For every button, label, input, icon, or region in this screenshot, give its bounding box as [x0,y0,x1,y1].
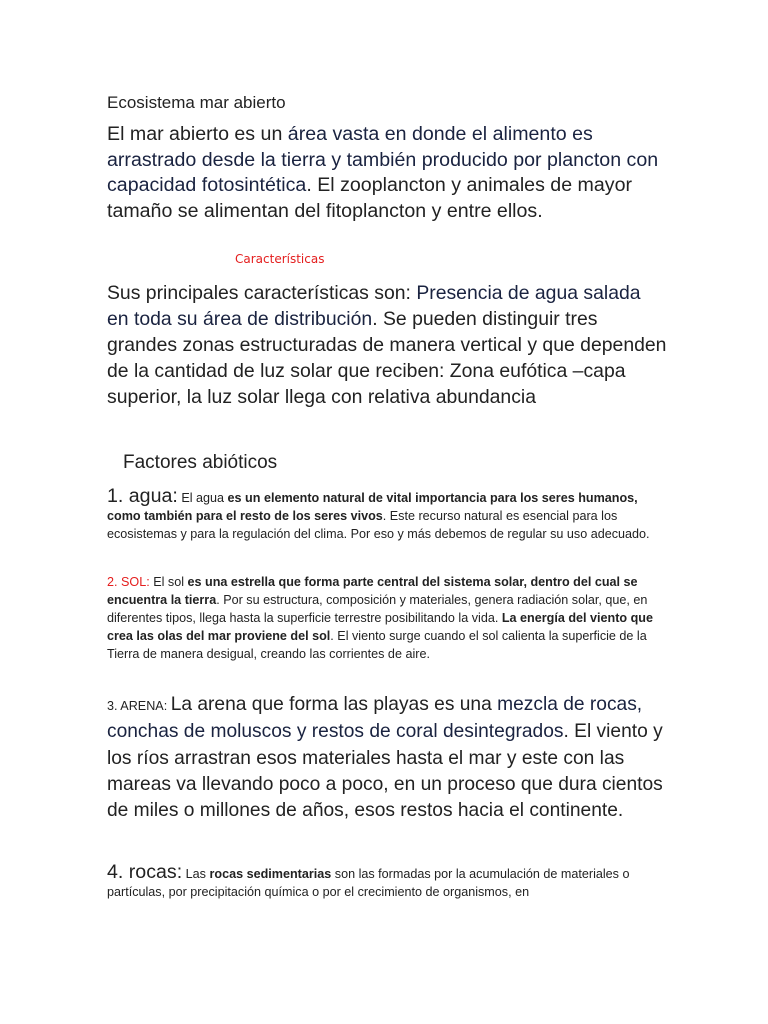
sun-label: 2. SOL: [107,575,150,589]
rocks-bold-1: rocas sedimentarias [209,867,332,881]
sun-section [107,573,667,663]
characteristics-text-2: . Se pueden distinguir tres grandes zonas estructuradas de manera vertical y que dependen de la cantidad de luz solar que reciben: Zona eufótica –capa superior, la luz solar llega con relativa abundancia [107,308,667,408]
intro-highlight: área vasta en donde el alimento es arrastrado desde la tierra y también producido por plancton con capacidad fotosintética [107,123,659,197]
rocks-section [107,862,667,901]
document-title: Ecosistema mar abierto [107,93,286,112]
water-text-1: El agua [177,491,228,505]
rocks-text-2: son las formadas por la acumulación de materiales o partículas, por precipitación química o por el crecimiento de organismos, en [107,867,630,899]
characteristics-highlight: Presencia de agua salada en toda su área de distribución [107,282,641,330]
sun-bold-1: es una estrella que forma parte central del sistema solar, dentro del cual se encuentra la tierra [107,575,638,607]
sun-text-3: . El viento surge cuando el sol calienta la superficie de la Tierra de manera desigual, creando las corrientes de aire. [107,629,647,661]
characteristics-text-1: Sus principales características son: [107,282,417,304]
water-label: 1. agua: [107,485,178,507]
sand-section [107,692,667,824]
sun-text-1: El sol [149,575,188,589]
sand-label: 3. ARENA: [107,699,171,713]
intro-text-2: . El zooplancton y animales de mayor tamaño se alimentan del fitoplancton y entre ellos. [107,174,632,222]
water-bold-1: es un elemento natural de vital importancia para los seres humanos, como también para el resto de los seres vivos [107,491,638,523]
sun-text-2: . Por su estructura, composición y materiales, genera radiación solar, que, en diferentes tipos, llega hasta la superficie terrestre posibilitando la vida. [107,593,648,625]
rocks-text-1: Las [182,867,210,881]
water-section [107,486,667,543]
intro-paragraph [107,122,667,224]
intro-text-1: El mar abierto es un [107,123,288,145]
sun-bold-2: La energía del viento que crea las olas del mar proviene del sol [107,611,653,643]
characteristics-subheading: Características [235,252,325,266]
sand-text-2: . El viento y los ríos arrastran esos materiales hasta el mar y este con las mareas va llevando poco a poco, en un proceso que dura cientos de miles o millones de años, esos restos hacia el continente. [107,721,663,822]
sand-text-1: La arena que forma las playas es una [170,694,498,715]
characteristics-paragraph [107,280,667,410]
rocks-label: 4. rocas: [107,861,183,883]
abiotic-factors-heading: Factores abióticos [123,452,278,473]
sand-highlight: mezcla de rocas, conchas de moluscos y restos de coral desintegrados [107,694,643,743]
water-text-2: . Este recurso natural es esencial para los ecosistemas y para la regulación del clima. Por eso y más debemos de regular su uso adecuado. [107,509,650,541]
